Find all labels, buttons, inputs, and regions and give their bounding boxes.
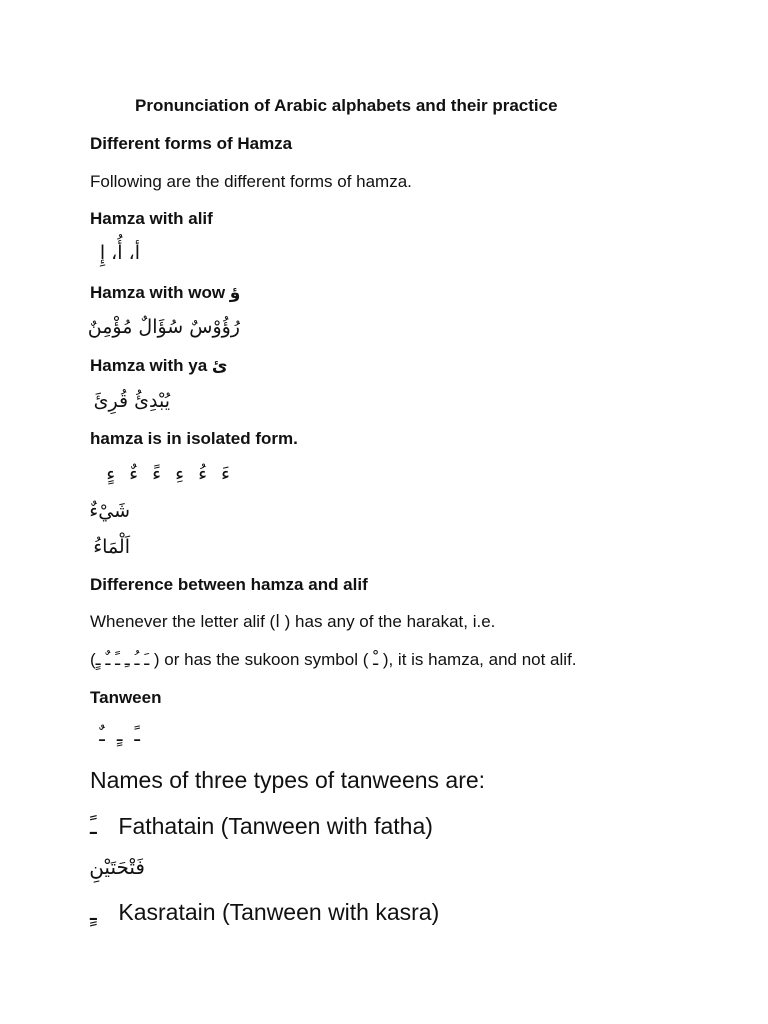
page-title: Pronunciation of Arabic alphabets and their practice [135,96,558,115]
forms-intro: Following are the different forms of hamza. [90,172,412,191]
tanween-heading: Tanween [90,688,162,707]
isolated-word-shay: شَيْءٌ [89,500,130,522]
ya-heading: Hamza with ya ئ [90,356,228,375]
wow-heading: Hamza with wow ؤ [90,283,241,302]
kasratain-label: Kasratain (Tanween with kasra) [118,899,440,925]
isolated-heading: hamza is in isolated form. [90,429,298,448]
tanween-marks: ـً ـٍ ـٌ [99,724,140,746]
alif-arabic: أ، أُ، إِ [99,242,140,264]
tanween-item-kasratain [90,899,439,926]
isolated-word-almaa: اَلْمَاءُ [93,536,130,558]
forms-heading: Different forms of Hamza [90,134,293,153]
kasra-tanween-mark: ـٍ [90,900,97,926]
difference-line-1: Whenever the letter alif (ا ) has any of the harakat, i.e. [90,612,496,631]
difference-line-2: (ـَ ـُ ـِ ـً ـٌ ـٍ ) or has the sukoon symbol ( ـْ ), it is hamza, and not alif. [90,650,577,669]
tanween-names-heading: Names of three types of tanweens are: [90,767,486,793]
wow-arabic: رُؤُوْسٌ سُؤَالٌ مُؤْمِنٌ [87,316,240,338]
fatha-tanween-mark: ـً [90,814,97,840]
fathatain-label: Fathatain (Tanween with fatha) [118,813,433,839]
ya-arabic: يُبْدِئُ قُرِئَ [93,390,170,412]
fathatain-arabic: فَتْحَتَيْنِ [89,855,145,879]
isolated-arabic-row: ءَ ءُ ءِ ءً ءٌ ءٍ [106,463,230,485]
difference-heading: Difference between hamza and alif [90,575,368,594]
alif-heading: Hamza with alif [90,209,213,228]
tanween-item-fathatain [90,813,433,840]
